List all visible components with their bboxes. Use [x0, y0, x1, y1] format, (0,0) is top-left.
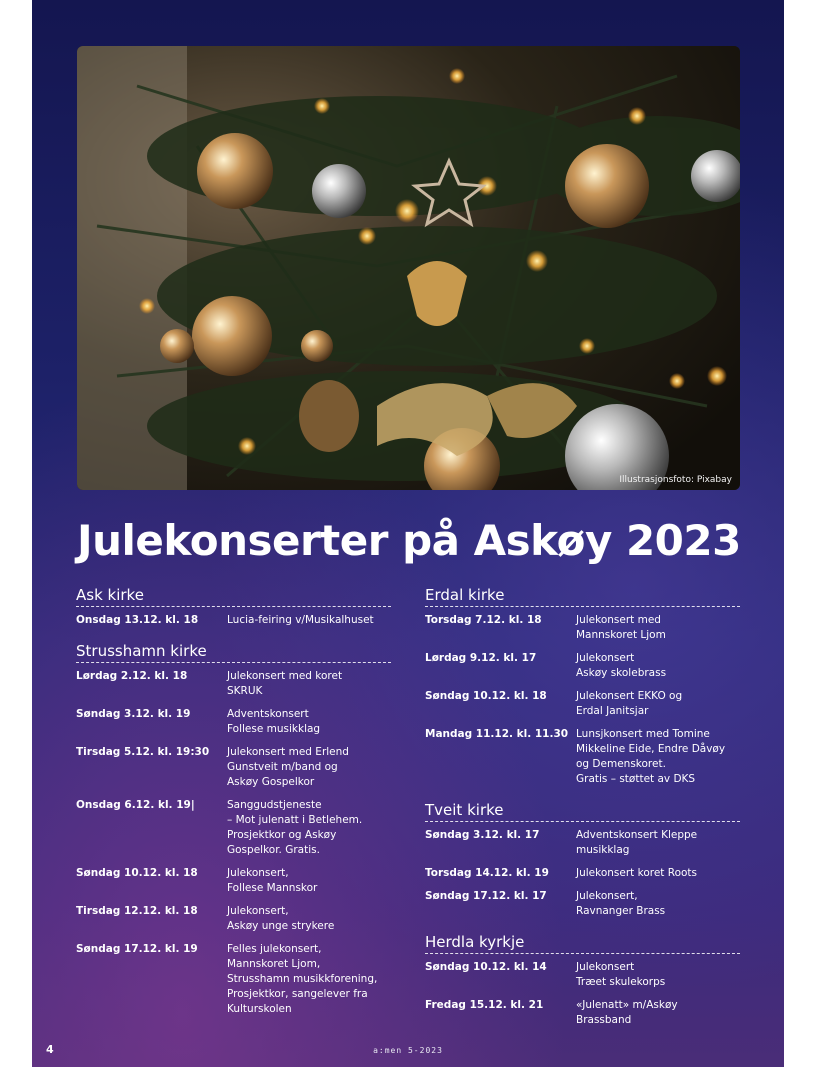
- concert-date: Lørdag 9.12. kl. 17: [425, 652, 537, 664]
- church-name: Ask kirke: [76, 586, 391, 607]
- concert-row: [76, 613, 391, 628]
- left-column: [76, 586, 391, 1031]
- concert-row: [76, 707, 391, 737]
- concert-date: Torsdag 7.12. kl. 18: [425, 614, 542, 626]
- right-column: [425, 586, 740, 1042]
- concert-description: Adventskonsert Kleppe musikklag: [576, 829, 698, 856]
- concert-date: Fredag 15.12. kl. 21: [425, 999, 544, 1011]
- church-section: [425, 801, 740, 919]
- concert-description: Lunsjkonsert med Tomine Mikkeline Eide, Endre Dåvøy og Demenskoret. Gratis – støttet av DKS: [576, 728, 726, 785]
- concert-date: Søndag 3.12. kl. 17: [425, 829, 540, 841]
- concert-description: Julekonsert, Askøy unge strykere: [227, 905, 335, 932]
- concert-date: Søndag 3.12. kl. 19: [76, 708, 191, 720]
- church-name: Tveit kirke: [425, 801, 740, 822]
- concert-row: [425, 960, 740, 990]
- page-number: 4: [46, 1043, 54, 1056]
- concert-row: [425, 613, 740, 643]
- church-name: Herdla kyrkje: [425, 933, 740, 954]
- concert-date: Søndag 17.12. kl. 19: [76, 943, 198, 955]
- concert-row: [425, 651, 740, 681]
- concert-description: Julekonsert med Mannskoret Ljom: [576, 614, 666, 641]
- concert-date: Søndag 10.12. kl. 18: [76, 867, 198, 879]
- concert-description: Adventskonsert Follese musikklag: [227, 708, 321, 735]
- concert-row: [425, 866, 740, 881]
- concert-description: Julekonsert, Ravnanger Brass: [576, 890, 666, 917]
- magazine-issue: a:men 5-2023: [373, 1046, 443, 1055]
- concert-description: Julekonsert koret Roots: [576, 867, 698, 879]
- church-section: [425, 586, 740, 787]
- concert-row: [76, 669, 391, 699]
- concert-date: Søndag 10.12. kl. 18: [425, 690, 547, 702]
- concert-date: Mandag 11.12. kl. 11.30: [425, 728, 569, 740]
- concert-row: [76, 745, 391, 790]
- concert-description: Lucia-feiring v/Musikalhuset: [227, 614, 374, 626]
- concert-date: Tirsdag 5.12. kl. 19:30: [76, 746, 210, 758]
- church-name: Strusshamn kirke: [76, 642, 391, 663]
- concert-description: Sanggudstjeneste – Mot julenatt i Betlehem. Prosjektkor og Askøy Gospelkor. Gratis.: [227, 799, 363, 856]
- concert-row: [425, 998, 740, 1028]
- concert-date: Torsdag 14.12. kl. 19: [425, 867, 549, 879]
- concert-row: [76, 798, 391, 858]
- magazine-page: [32, 0, 784, 1067]
- page-title: Julekonserter på Askøy 2023: [77, 516, 741, 565]
- concert-row: [425, 828, 740, 858]
- concert-description: «Julenatt» m/Askøy Brassband: [576, 999, 678, 1026]
- concert-description: Julekonsert Træet skulekorps: [576, 961, 666, 988]
- church-name: Erdal kirke: [425, 586, 740, 607]
- concert-row: [76, 866, 391, 896]
- church-section: [425, 933, 740, 1028]
- concert-row: [425, 889, 740, 919]
- concert-description: Julekonsert EKKO og Erdal Janitsjar: [576, 690, 683, 717]
- church-section: [76, 642, 391, 1017]
- concert-row: [425, 727, 740, 787]
- concert-description: Julekonsert med Erlend Gunstveit m/band og Askøy Gospelkor: [227, 746, 349, 788]
- concert-row: [76, 942, 391, 1017]
- concert-date: Onsdag 6.12. kl. 19|: [76, 799, 195, 811]
- christmas-tree-photo: [77, 46, 740, 490]
- concert-description: Felles julekonsert, Mannskoret Ljom, Strusshamn musikkforening, Prosjektkor, sangelever fra Kulturskolen: [227, 943, 378, 1015]
- concert-description: Julekonsert, Follese Mannskor: [227, 867, 318, 894]
- concert-date: Onsdag 13.12. kl. 18: [76, 614, 199, 626]
- concert-row: [76, 904, 391, 934]
- concert-date: Søndag 10.12. kl. 14: [425, 961, 547, 973]
- concert-date: Tirsdag 12.12. kl. 18: [76, 905, 198, 917]
- christmas-tree-image: [77, 46, 740, 490]
- concert-row: [425, 689, 740, 719]
- concert-date: Lørdag 2.12. kl. 18: [76, 670, 188, 682]
- photo-credit: Illustrasjonsfoto: Pixabay: [619, 475, 732, 485]
- concert-description: Julekonsert med koret SKRUK: [227, 670, 343, 697]
- concert-description: Julekonsert Askøy skolebrass: [576, 652, 667, 679]
- concert-date: Søndag 17.12. kl. 17: [425, 890, 547, 902]
- church-section: [76, 586, 391, 628]
